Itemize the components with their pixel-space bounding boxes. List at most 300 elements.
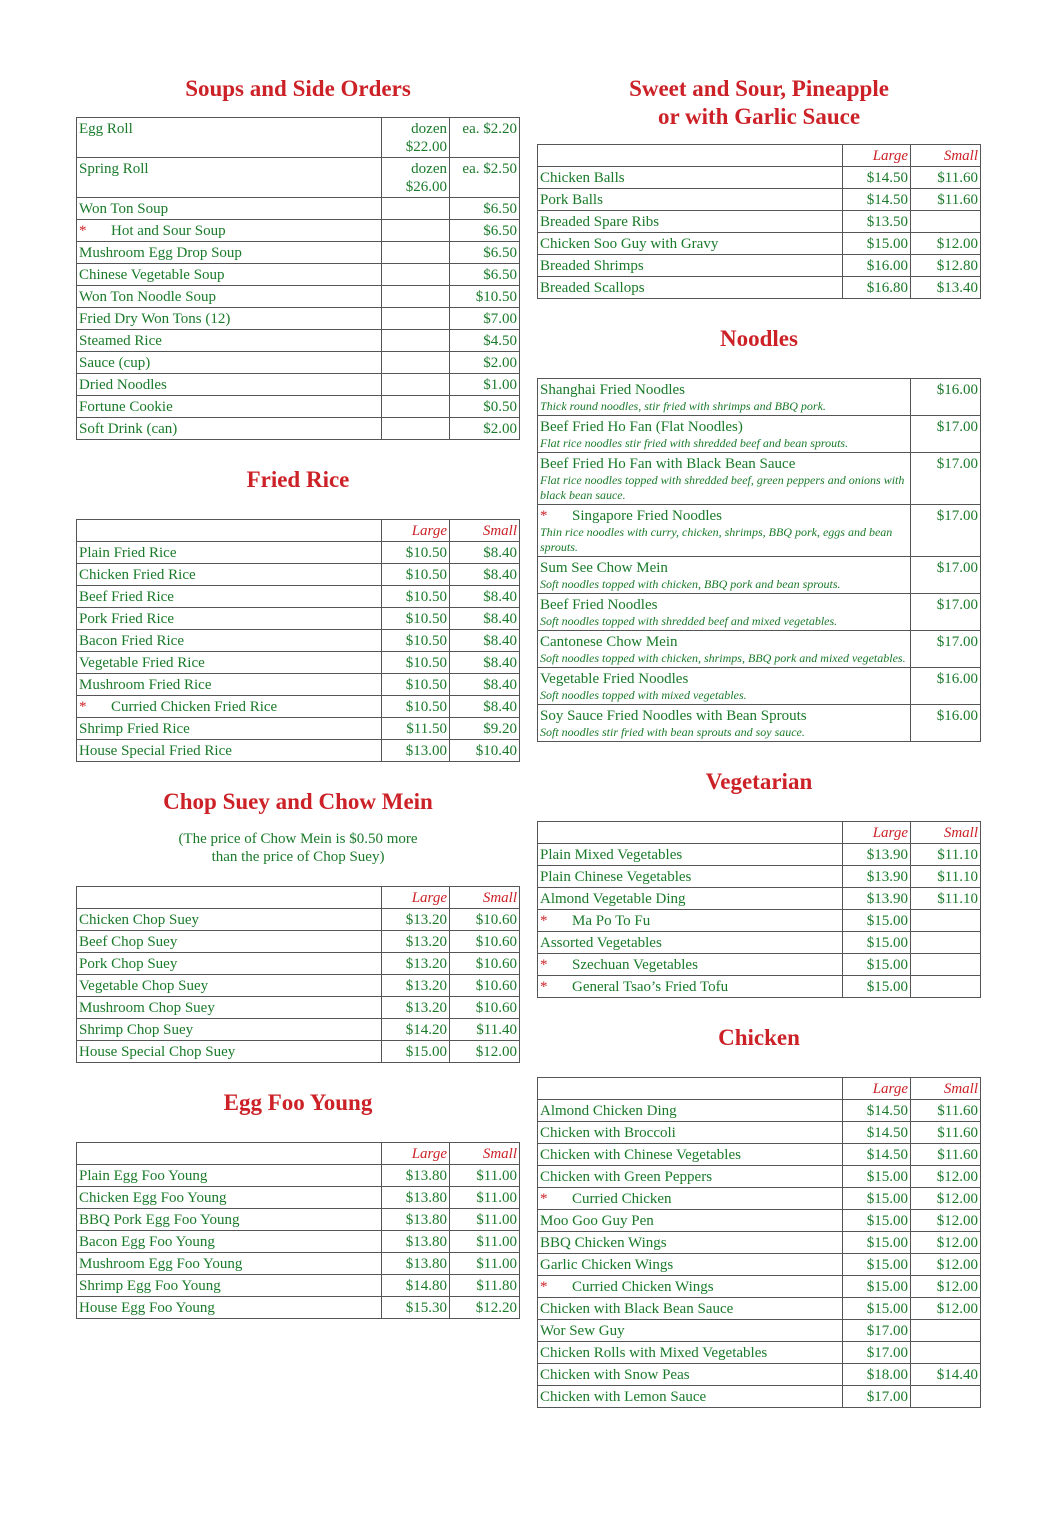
menu-row	[538, 255, 981, 277]
item-name: Chicken with Black Bean Sauce	[540, 1301, 734, 1317]
item-name-cell	[77, 158, 382, 198]
price-large: $15.00	[843, 1210, 911, 1232]
vegetarian-title: Vegetarian	[705, 769, 813, 794]
price-small	[911, 1320, 981, 1342]
item-name-cell	[538, 888, 843, 910]
price-large: $14.20	[382, 1019, 450, 1041]
item-name-cell	[77, 1187, 382, 1209]
item-name-cell	[538, 1320, 843, 1342]
chicken-table	[537, 1077, 981, 1408]
header-blank	[538, 145, 843, 167]
header-small: Small	[450, 520, 520, 542]
price-dozen	[382, 330, 450, 352]
price-large: $15.00	[843, 1298, 911, 1320]
menu-row	[538, 1122, 981, 1144]
menu-row	[77, 374, 520, 396]
item-name: Vegetable Chop Suey	[79, 978, 209, 994]
price-each: ea. $2.50	[450, 158, 520, 198]
table-header-row	[77, 1143, 520, 1165]
price-dozen	[382, 286, 450, 308]
price-small	[911, 910, 981, 932]
menu-row	[77, 286, 520, 308]
price-small: $11.60	[911, 189, 981, 211]
item-name: Chicken Balls	[540, 170, 625, 186]
price-each: $6.50	[450, 242, 520, 264]
price-large: $13.20	[382, 953, 450, 975]
item-name: Vegetable Fried Rice	[79, 655, 205, 671]
price-small: $8.40	[450, 674, 520, 696]
item-name-cell	[538, 594, 911, 631]
price-small: $11.00	[450, 1187, 520, 1209]
menu-row	[77, 220, 520, 242]
item-name: Vegetable Fried Noodles	[540, 671, 689, 687]
menu-row	[538, 453, 981, 505]
item-name: Chicken Fried Rice	[79, 567, 196, 583]
price-large: $15.30	[382, 1297, 450, 1319]
fried-rice-table	[76, 519, 520, 762]
item-name: Beef Fried Ho Fan (Flat Noodles)	[540, 419, 743, 435]
spicy-icon: *	[540, 1279, 548, 1295]
item-name-cell	[77, 396, 382, 418]
item-name: Garlic Chicken Wings	[540, 1257, 674, 1273]
menu-row	[538, 277, 981, 299]
item-name-cell	[77, 696, 382, 718]
menu-row	[538, 1298, 981, 1320]
item-name: Dried Noodles	[79, 377, 167, 393]
price-dozen	[382, 198, 450, 220]
menu-row	[77, 586, 520, 608]
header-large: Large	[382, 520, 450, 542]
price-large: $10.50	[382, 652, 450, 674]
price-small: $13.40	[911, 277, 981, 299]
sweet-sour-table	[537, 144, 981, 299]
price-large: $10.50	[382, 608, 450, 630]
item-name-cell	[77, 630, 382, 652]
menu-row	[538, 189, 981, 211]
item-name: Chicken with Green Peppers	[540, 1169, 713, 1185]
spicy-icon: *	[79, 699, 87, 715]
item-description: Flat rice noodles stir fried with shredded beef and bean sprouts.	[540, 436, 849, 450]
price-small: $14.40	[911, 1364, 981, 1386]
price-small: $10.60	[450, 953, 520, 975]
price-small: $10.60	[450, 931, 520, 953]
price-small: $11.60	[911, 1144, 981, 1166]
price-small: $11.40	[450, 1019, 520, 1041]
item-name: Fried Dry Won Tons (12)	[79, 311, 231, 327]
price-small: $11.00	[450, 1253, 520, 1275]
sweet-sour-title-line1: Sweet and Sour, Pineapple	[629, 76, 889, 101]
item-name: General Tsao’s Fried Tofu	[572, 979, 729, 995]
menu-row	[538, 910, 981, 932]
price: $17.00	[911, 631, 981, 668]
price-dozen	[382, 352, 450, 374]
price-large: $13.20	[382, 975, 450, 997]
menu-row	[77, 352, 520, 374]
item-name: Pork Balls	[540, 192, 603, 208]
price-large: $13.00	[382, 740, 450, 762]
item-name: Beef Chop Suey	[79, 934, 178, 950]
price-small: $10.40	[450, 740, 520, 762]
price-large: $10.50	[382, 542, 450, 564]
item-name-cell	[77, 118, 382, 158]
price-small: $12.00	[911, 1232, 981, 1254]
item-name-cell	[77, 1041, 382, 1063]
item-name: Fortune Cookie	[79, 399, 173, 415]
item-name: Mushroom Chop Suey	[79, 1000, 215, 1016]
price-small: $10.60	[450, 997, 520, 1019]
menu-row	[77, 674, 520, 696]
item-name-cell	[77, 1019, 382, 1041]
item-name-cell	[538, 453, 911, 505]
menu-row	[77, 696, 520, 718]
price-large: $15.00	[843, 1276, 911, 1298]
price-each: $2.00	[450, 418, 520, 440]
item-name-cell	[538, 954, 843, 976]
item-name: Bacon Fried Rice	[79, 633, 184, 649]
header-small: Small	[450, 887, 520, 909]
table-header-row	[77, 887, 520, 909]
price-each: $4.50	[450, 330, 520, 352]
item-name-cell	[538, 910, 843, 932]
price-small: $11.60	[911, 1122, 981, 1144]
item-name: Sauce (cup)	[79, 355, 151, 371]
egg-foo-young-table	[76, 1142, 520, 1319]
table-header-row	[77, 520, 520, 542]
item-name: House Egg Foo Young	[79, 1300, 215, 1316]
item-name-cell	[538, 379, 911, 416]
menu-row	[538, 1364, 981, 1386]
price-small: $8.40	[450, 630, 520, 652]
price-large: $16.80	[843, 277, 911, 299]
item-name-cell	[77, 564, 382, 586]
menu-row	[77, 1297, 520, 1319]
menu-row	[77, 630, 520, 652]
menu-row	[538, 1210, 981, 1232]
price-large: $10.50	[382, 564, 450, 586]
price-small: $11.60	[911, 1100, 981, 1122]
price-large: $15.00	[843, 954, 911, 976]
price-large: $15.00	[843, 1232, 911, 1254]
item-name: Won Ton Noodle Soup	[79, 289, 217, 305]
price-large: $15.00	[843, 932, 911, 954]
item-name-cell	[77, 264, 382, 286]
menu-row	[77, 396, 520, 418]
price-large: $13.80	[382, 1253, 450, 1275]
item-name-cell	[538, 976, 843, 998]
table-header-row	[538, 822, 981, 844]
menu-row	[538, 1320, 981, 1342]
sweet-sour-title	[537, 75, 981, 131]
menu-row	[77, 931, 520, 953]
item-name: Chicken Rolls with Mixed Vegetables	[540, 1345, 768, 1361]
item-name-cell	[538, 1144, 843, 1166]
header-small: Small	[911, 1078, 981, 1100]
price-small	[911, 211, 981, 233]
item-name-cell	[538, 932, 843, 954]
menu-row	[77, 418, 520, 440]
menu-row	[77, 718, 520, 740]
item-name-cell	[538, 1122, 843, 1144]
price-large: $15.00	[843, 1166, 911, 1188]
header-blank	[77, 887, 382, 909]
menu-row	[538, 888, 981, 910]
price-dozen	[382, 396, 450, 418]
item-name: Plain Chinese Vegetables	[540, 869, 692, 885]
header-large: Large	[843, 1078, 911, 1100]
menu-row	[77, 1253, 520, 1275]
price-small: $11.00	[450, 1165, 520, 1187]
price-small: $12.00	[911, 1166, 981, 1188]
vegetarian-table	[537, 821, 981, 998]
item-name: Chinese Vegetable Soup	[79, 267, 225, 283]
menu-row	[77, 909, 520, 931]
item-name-cell	[538, 189, 843, 211]
item-name-cell	[538, 1276, 843, 1298]
header-small: Small	[450, 1143, 520, 1165]
item-name: House Special Chop Suey	[79, 1044, 236, 1060]
item-name-cell	[538, 1232, 843, 1254]
item-name: Chicken Soo Guy with Gravy	[540, 236, 719, 252]
menu-row	[538, 594, 981, 631]
item-name-cell	[77, 242, 382, 264]
spicy-icon: *	[540, 1191, 548, 1207]
item-name: Chicken with Chinese Vegetables	[540, 1147, 741, 1163]
price-large: $15.00	[843, 1188, 911, 1210]
item-name-cell	[538, 1188, 843, 1210]
header-blank	[77, 520, 382, 542]
price-small	[911, 976, 981, 998]
menu-row	[77, 564, 520, 586]
item-name-cell	[77, 1253, 382, 1275]
item-name: Breaded Shrimps	[540, 258, 644, 274]
spicy-icon: *	[540, 979, 548, 995]
price-dozen: dozen $26.00	[382, 158, 450, 198]
price-small	[911, 1386, 981, 1408]
price-each: $10.50	[450, 286, 520, 308]
price-small: $12.00	[911, 1210, 981, 1232]
price-small	[911, 1342, 981, 1364]
price-dozen	[382, 418, 450, 440]
price-small: $11.60	[911, 167, 981, 189]
menu-row	[77, 1041, 520, 1063]
item-description: Soft noodles topped with chicken, shrimps, BBQ pork and mixed vegetables.	[540, 651, 906, 665]
price-dozen	[382, 374, 450, 396]
item-name: Soft Drink (can)	[79, 421, 178, 437]
menu-row	[77, 652, 520, 674]
item-name: Pork Chop Suey	[79, 956, 178, 972]
chicken-title: Chicken	[718, 1025, 800, 1050]
price-large: $10.50	[382, 696, 450, 718]
price-small: $9.20	[450, 718, 520, 740]
menu-row	[77, 1187, 520, 1209]
header-small: Small	[911, 145, 981, 167]
item-name: Breaded Scallops	[540, 280, 645, 296]
noodles-table	[537, 378, 981, 742]
price: $17.00	[911, 453, 981, 505]
item-name-cell	[77, 674, 382, 696]
price-dozen	[382, 264, 450, 286]
header-large: Large	[843, 822, 911, 844]
menu-row	[77, 975, 520, 997]
item-name: Soy Sauce Fried Noodles with Bean Sprouts	[540, 708, 807, 724]
chop-suey-table	[76, 886, 520, 1063]
item-name-cell	[77, 975, 382, 997]
item-name-cell	[77, 542, 382, 564]
price-small: $8.40	[450, 542, 520, 564]
price-large: $17.00	[843, 1386, 911, 1408]
price-dozen	[382, 220, 450, 242]
item-name: Steamed Rice	[79, 333, 162, 349]
menu-row	[538, 233, 981, 255]
menu-row	[538, 1144, 981, 1166]
item-name: Breaded Spare Ribs	[540, 214, 660, 230]
menu-row	[77, 264, 520, 286]
item-description: Flat rice noodles topped with shredded beef, green peppers and onions with black bean sauce.	[540, 473, 905, 502]
item-name-cell	[77, 740, 382, 762]
item-name: Assorted Vegetables	[540, 935, 662, 951]
item-name: Chicken Chop Suey	[79, 912, 199, 928]
item-name-cell	[538, 631, 911, 668]
header-blank	[77, 1143, 382, 1165]
menu-row	[77, 997, 520, 1019]
item-name-cell	[77, 352, 382, 374]
price-large: $17.00	[843, 1320, 911, 1342]
item-name: Egg Roll	[79, 121, 133, 137]
price-dozen: dozen $22.00	[382, 118, 450, 158]
item-name-cell	[77, 1297, 382, 1319]
item-name: Curried Chicken Fried Rice	[111, 699, 278, 715]
menu-row	[538, 631, 981, 668]
item-name-cell	[538, 1386, 843, 1408]
menu-row	[77, 198, 520, 220]
price-small: $12.00	[911, 233, 981, 255]
price-large: $14.50	[843, 189, 911, 211]
item-name-cell	[538, 1298, 843, 1320]
item-name: Beef Fried Noodles	[540, 597, 658, 613]
price-large: $15.00	[843, 910, 911, 932]
item-name-cell	[77, 931, 382, 953]
menu-row	[538, 705, 981, 742]
menu-row	[538, 976, 981, 998]
price-each: $2.00	[450, 352, 520, 374]
chop-suey-note-line1: (The price of Chow Mein is $0.50 more	[178, 831, 418, 847]
menu-row	[77, 1019, 520, 1041]
menu-row	[538, 1188, 981, 1210]
item-name: Mushroom Egg Drop Soup	[79, 245, 242, 261]
item-name-cell	[538, 866, 843, 888]
menu-row	[538, 211, 981, 233]
menu-row	[77, 308, 520, 330]
menu-row	[77, 1275, 520, 1297]
item-name-cell	[77, 330, 382, 352]
item-name: Almond Vegetable Ding	[540, 891, 686, 907]
header-small: Small	[911, 822, 981, 844]
item-name: Singapore Fried Noodles	[572, 508, 722, 524]
chop-suey-title: Chop Suey and Chow Mein	[163, 789, 433, 814]
item-name: Won Ton Soup	[79, 201, 169, 217]
price-small: $8.40	[450, 696, 520, 718]
item-name: Shrimp Chop Suey	[79, 1022, 194, 1038]
item-description: Thin rice noodles with curry, chicken, shrimps, BBQ pork, eggs and bean sprouts.	[540, 525, 893, 554]
price-small: $11.00	[450, 1209, 520, 1231]
item-name-cell	[538, 255, 843, 277]
price-small: $12.00	[911, 1298, 981, 1320]
price-large: $17.00	[843, 1342, 911, 1364]
table-header-row	[538, 1078, 981, 1100]
price-large: $14.50	[843, 167, 911, 189]
item-name-cell	[77, 308, 382, 330]
menu-row	[77, 242, 520, 264]
menu-row	[77, 118, 520, 158]
menu-row	[538, 1100, 981, 1122]
price-large: $13.90	[843, 888, 911, 910]
item-name: Mushroom Egg Foo Young	[79, 1256, 243, 1272]
price-large: $10.50	[382, 630, 450, 652]
item-name: House Special Fried Rice	[79, 743, 232, 759]
item-name-cell	[538, 1166, 843, 1188]
item-name-cell	[77, 652, 382, 674]
menu-row	[538, 557, 981, 594]
item-name-cell	[538, 167, 843, 189]
price-large: $13.50	[843, 211, 911, 233]
price-large: $15.00	[843, 1254, 911, 1276]
menu-row	[77, 953, 520, 975]
price-small: $12.00	[450, 1041, 520, 1063]
soups-table	[76, 117, 520, 440]
price: $16.00	[911, 705, 981, 742]
item-name: Chicken Egg Foo Young	[79, 1190, 227, 1206]
item-name: Cantonese Chow Mein	[540, 634, 678, 650]
price-small: $11.00	[450, 1231, 520, 1253]
price-small: $11.10	[911, 866, 981, 888]
price: $17.00	[911, 594, 981, 631]
item-name-cell	[77, 586, 382, 608]
item-description: Soft noodles stir fried with bean sprouts and soy sauce.	[540, 725, 805, 739]
item-name: Mushroom Fried Rice	[79, 677, 212, 693]
item-name-cell	[538, 705, 911, 742]
price-small: $8.40	[450, 608, 520, 630]
price-large: $15.00	[843, 976, 911, 998]
price-dozen	[382, 308, 450, 330]
price-small: $12.00	[911, 1276, 981, 1298]
item-name-cell	[538, 416, 911, 453]
item-name-cell	[538, 1254, 843, 1276]
header-large: Large	[843, 145, 911, 167]
price-large: $13.80	[382, 1165, 450, 1187]
item-name: Plain Egg Foo Young	[79, 1168, 208, 1184]
item-name: BBQ Chicken Wings	[540, 1235, 667, 1251]
item-name-cell	[538, 1364, 843, 1386]
menu-row	[77, 330, 520, 352]
menu-row	[77, 1209, 520, 1231]
header-blank	[538, 1078, 843, 1100]
item-name-cell	[77, 953, 382, 975]
price-large: $10.50	[382, 674, 450, 696]
menu-row	[538, 844, 981, 866]
item-name-cell	[538, 668, 911, 705]
price-dozen	[382, 242, 450, 264]
price-small: $12.00	[911, 1254, 981, 1276]
price: $16.00	[911, 668, 981, 705]
menu-row	[538, 1232, 981, 1254]
menu-row	[538, 866, 981, 888]
item-name: Shrimp Egg Foo Young	[79, 1278, 221, 1294]
spicy-icon: *	[79, 223, 87, 239]
item-name-cell	[77, 374, 382, 396]
price-small: $12.20	[450, 1297, 520, 1319]
sweet-sour-title-line2: or with Garlic Sauce	[657, 104, 861, 129]
item-name: Spring Roll	[79, 161, 149, 177]
